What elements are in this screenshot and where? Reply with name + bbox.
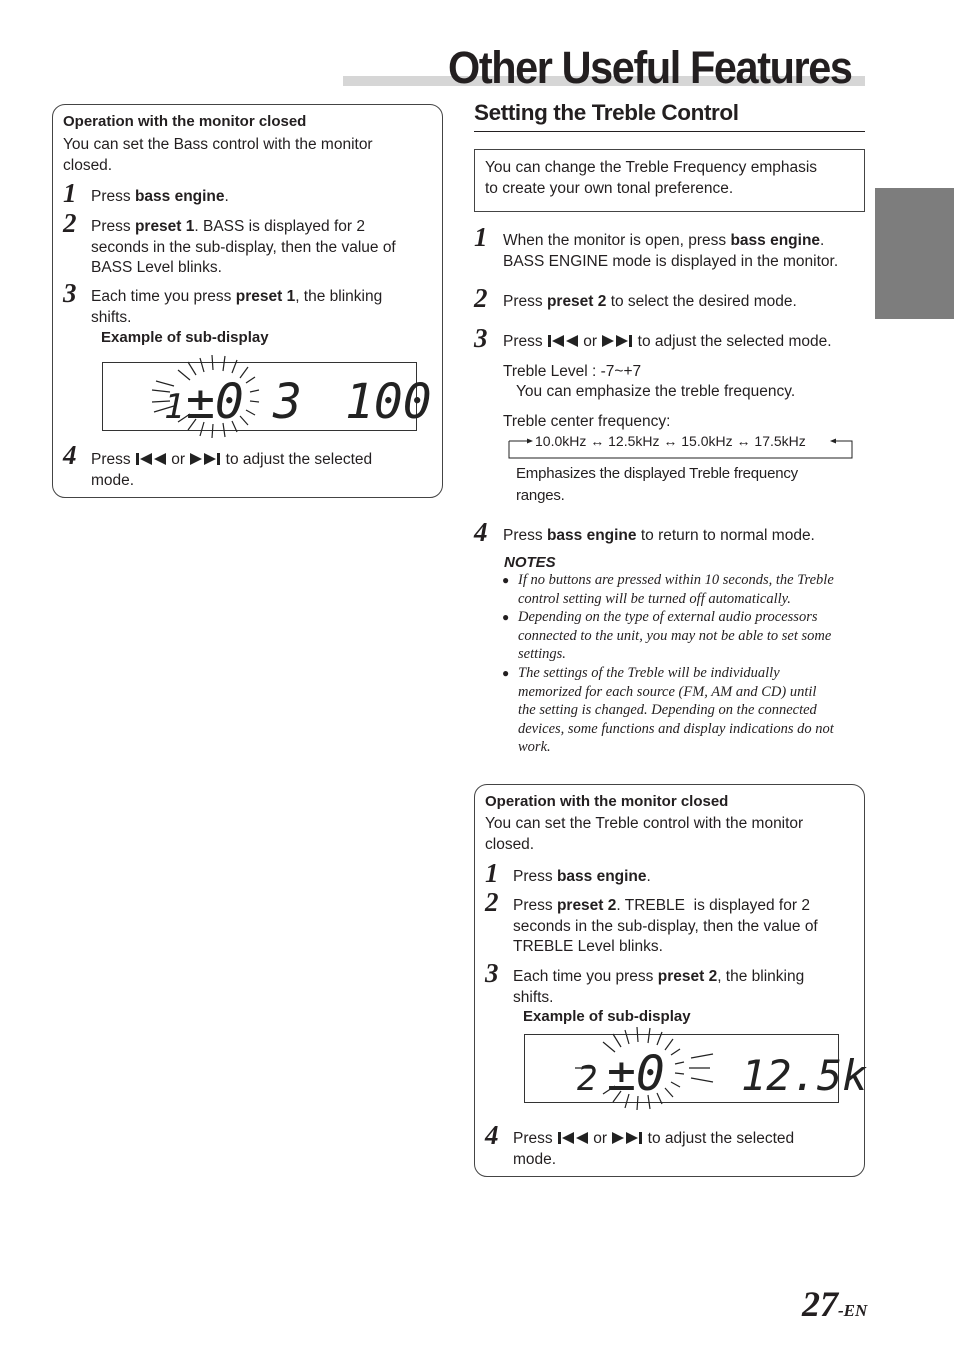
step-text [91,217,396,279]
note-line: work. [518,739,551,756]
step-text-part: to select the desired mode. [606,293,797,310]
section-intro [485,158,817,199]
step-text [513,1129,794,1170]
skip-forward-icon [601,334,633,348]
step-text [503,292,797,313]
note-text [518,571,834,608]
step-text [503,231,838,272]
treble-level-range: Treble Level : -7~+7 [503,363,642,380]
step-text [91,187,229,208]
band-digit: 2 [577,1059,598,1099]
mode-digit: 3 [273,374,302,430]
step-text-part: Press [513,897,557,914]
step-text-part: Press [503,293,547,310]
step-number: 1 [63,178,77,208]
sub-display-readout [140,350,430,445]
band-digit: 1 [164,387,185,427]
step-text [503,526,815,547]
step-text-part: or [166,451,190,468]
box-intro [63,135,373,176]
step-number: 3 [474,323,488,353]
box-intro [485,814,803,855]
description-line: ranges. [516,487,565,504]
step-text-part: TREBLE Level blinks. [513,938,663,955]
step-number: 4 [63,440,77,470]
intro-line: closed. [485,835,535,853]
level-value: ±0 [186,374,244,430]
step-text-part: to adjust the selected [221,451,373,468]
intro-line: You can set the Bass control with the monitor [63,136,373,153]
frequency-description [516,463,798,507]
frequency-value: 100 [345,374,432,430]
note-line: settings. [518,646,566,663]
notes-heading: NOTES [504,554,556,571]
step-text [91,287,382,328]
center-frequency-label: Treble center frequency: [503,413,671,430]
step-text-part: seconds in the sub-display, then the value of [91,238,396,256]
intro-line: You can change the Treble Frequency emphasis [485,159,818,176]
step-text-part: Press [513,868,557,885]
step-number: 3 [485,958,499,988]
step-text-part: to adjust the selected [643,1130,795,1147]
step-text-part: Each time you press [91,288,236,305]
step-text-part: BASS Level blinks. [91,259,222,276]
section-heading: Setting the Treble Control [474,100,739,125]
skip-back-icon [557,1131,589,1145]
button-name: preset 1 [235,288,296,305]
button-name: bass engine [730,232,821,249]
button-name: bass engine [134,188,225,205]
bullet-icon: ● [502,573,510,587]
note-item [502,571,867,608]
button-name: preset 2 [556,897,617,914]
step-text [91,450,372,491]
step-text-part: to return to normal mode. [636,527,815,544]
step-text [513,967,804,1008]
step-text-part: . [646,868,651,885]
step-text-part: Press [503,527,547,544]
note-line: devices, some functions and display indications do not [518,720,834,737]
page-language-suffix: -EN [838,1301,868,1320]
page-number-value: 27 [802,1284,838,1324]
step-text-part: BASS ENGINE mode is displayed in the monitor. [503,252,839,270]
frequency-value: 12.5k [741,1051,868,1100]
step-number: 4 [485,1120,499,1150]
step-text-part: Press [91,218,135,235]
step-number: 2 [63,208,77,238]
step-text [513,867,651,888]
note-line: control setting will be turned off automatically. [518,590,791,607]
step-number: 3 [63,278,77,308]
step-text-part: or [578,333,602,350]
section-tab-marker [875,188,954,319]
step-text-part: Press [513,1130,557,1147]
skip-forward-icon [189,452,221,466]
bullet-icon: ● [502,665,510,680]
note-text [518,608,831,664]
step-text-part: . [820,232,825,249]
step-text-part: . TREBLE is displayed for 2 [616,897,810,914]
step-text-part: When the monitor is open, press [503,232,731,249]
button-name: preset 1 [134,218,195,235]
step-text-part: mode. [513,1150,557,1168]
example-label: Example of sub-display [101,329,269,346]
section-heading-rule [474,131,865,132]
box-heading: Operation with the monitor closed [485,793,729,810]
note-text [518,664,834,757]
step-number: 4 [474,517,488,547]
step-number: 2 [474,283,488,313]
step-number: 1 [485,858,499,888]
intro-line: You can set the Treble control with the monitor [485,815,804,832]
button-name: preset 2 [657,968,718,985]
button-name: bass engine [546,527,637,544]
intro-line: to create your own tonal preference. [485,179,734,197]
step-text [503,332,832,353]
note-line: The settings of the Treble will be individually [518,664,780,681]
notes-list [502,571,867,757]
step-text-part: seconds in the sub-display, then the value of [513,917,818,935]
note-line: Depending on the type of external audio processors [518,609,818,626]
button-name: bass engine [556,868,647,885]
step-text-part: , the blinking [717,968,805,985]
page-number [802,1283,867,1325]
button-name: preset 2 [546,293,607,310]
intro-line: closed. [63,156,113,174]
step-text-part: mode. [91,471,135,489]
step-text-part: or [588,1130,612,1147]
step-text [513,896,818,958]
note-item [502,608,867,664]
page-title: Other Useful Features [448,42,852,93]
step-text-part: . BASS is displayed for 2 [194,218,365,235]
step-number: 2 [485,887,499,917]
step-text-part: shifts. [513,988,554,1006]
note-line: the setting is changed. Depending on the connected [518,702,817,719]
skip-forward-icon [611,1131,643,1145]
step-text-part: shifts. [91,308,132,326]
note-line: memorized for each source (FM, AM and CD) until [518,683,817,700]
step-text-part: Press [91,188,135,205]
step-text-part: Each time you press [513,968,658,985]
description-line: Emphasizes the displayed Treble frequency [516,465,798,482]
step-text-part: Press [503,333,547,350]
level-value: ±0 [607,1046,665,1102]
example-label: Example of sub-display [523,1008,691,1025]
step-number: 1 [474,222,488,252]
step-text-part: , the blinking [295,288,383,305]
step-text-part: to adjust the selected mode. [633,333,832,350]
note-line: connected to the unit, you may not be able to set some [518,627,832,644]
bullet-icon: ● [502,610,510,625]
note-line: If no buttons are pressed within 10 seconds, the Treble [518,572,834,588]
step-text-part: . [224,188,229,205]
box-heading: Operation with the monitor closed [63,113,307,130]
note-item [502,664,867,757]
skip-back-icon [135,452,167,466]
frequency-cycle-values: 10.0kHz ↔ 12.5kHz ↔ 15.0kHz ↔ 17.5kHz [535,433,806,449]
skip-back-icon [547,334,579,348]
step-text-part: Press [91,451,135,468]
sub-display-readout [565,1022,868,1117]
treble-level-description: You can emphasize the treble frequency. [516,383,796,400]
